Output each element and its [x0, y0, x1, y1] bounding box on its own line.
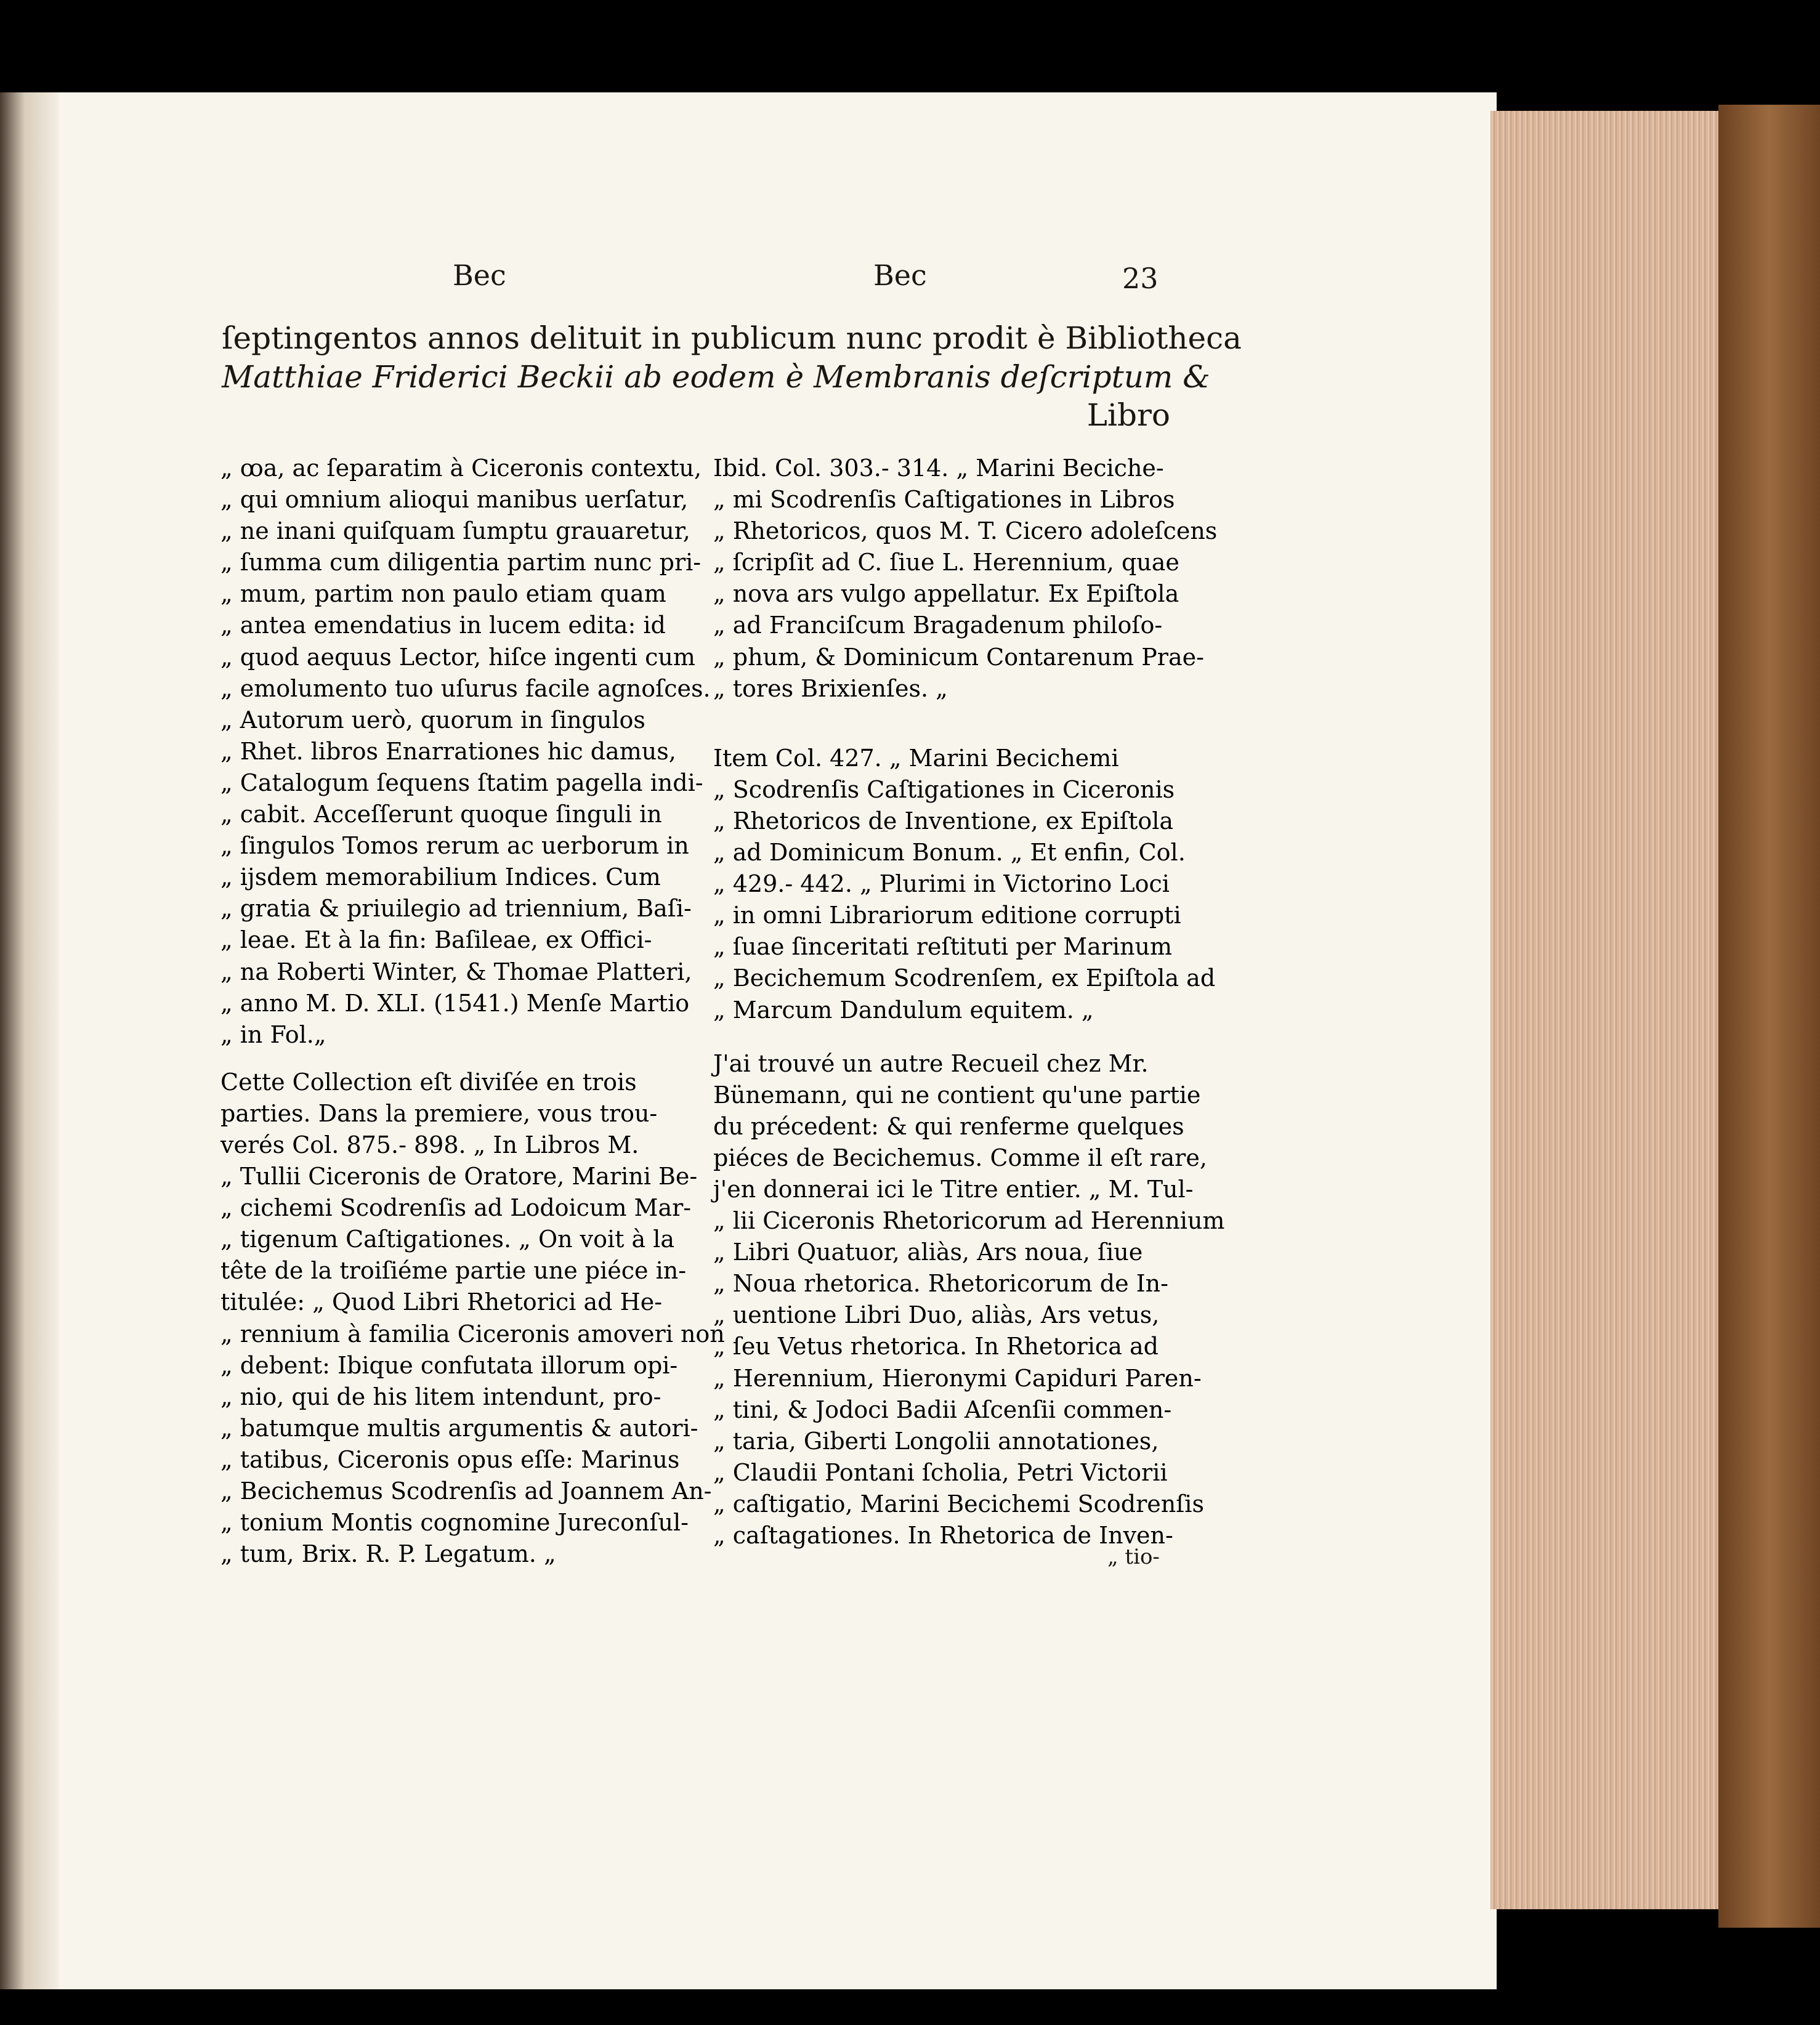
text-line: „ tigenum Caſtigationes. „ On voit à la — [220, 1226, 675, 1253]
text-line: „ Becichemus Scodrenſis ad Joannem An- — [220, 1477, 712, 1505]
text-line: „ nio, qui de his litem intendunt, pro- — [220, 1383, 661, 1410]
text-line: „ ſcripſit ad C. ſiue L. Herennium, quae — [713, 549, 1179, 576]
text-line: J'ai trouvé un autre Recueil chez Mr. — [713, 1049, 1149, 1077]
text-line: „ cabit. Acceſſerunt quoque ſinguli in — [220, 801, 662, 828]
text-line: „ gratia & priuilegio ad triennium, Baſi- — [220, 895, 692, 923]
text-line: piéces de Becichemus. Comme il eſt rare, — [713, 1144, 1207, 1171]
text-line: „ caſtigatio, Marini Becichemi Scodrenſis — [713, 1490, 1204, 1518]
text-line: „ cichemi Scodrenſis ad Lodoicum Mar- — [220, 1194, 692, 1222]
text-line: „ qui omnium alioqui manibus uerſatur, — [220, 486, 689, 514]
running-head-center: Bec — [873, 259, 927, 292]
text-line: du précedent: & qui renferme quelques — [713, 1112, 1184, 1140]
intro-line: Libro — [1086, 397, 1170, 433]
text-line: „ Marcum Dandulum equitem. „ — [713, 996, 1094, 1024]
page-number: 23 — [1122, 262, 1159, 295]
text-line: „ debent: Ibique confutata illorum opi- — [220, 1351, 678, 1379]
text-line: „ Noua rhetorica. Rhetoricorum de In- — [713, 1270, 1168, 1298]
left-column — [220, 453, 725, 1570]
text-line: „ mi Scodrenſis Caſtigationes in Libros — [713, 486, 1175, 514]
text-line: verés Col. 875.- 898. „ In Libros M. — [220, 1131, 639, 1158]
text-line: „ Claudii Pontani ſcholia, Petri Victorii — [713, 1458, 1168, 1486]
text-line: „ in omni Librariorum editione corrupti — [713, 902, 1181, 929]
text-line: „ ad Dominicum Bonum. „ Et enfin, Col. — [713, 839, 1186, 867]
text-line: „ Rhetoricos de Inventione, ex Epiſtola — [713, 807, 1174, 835]
text-line: „ Rhet. libros Enarrationes hic damus, — [220, 737, 676, 765]
text-line: „ ſumma cum diligentia partim nunc pri- — [220, 549, 702, 576]
intro-line: ſeptingentos annos delituit in publicum nunc prodit è Bibliotheca — [222, 320, 1242, 356]
text-line: „ taria, Giberti Longolii annotationes, — [713, 1427, 1159, 1455]
text-line: „ Rhetoricos, quos M. T. Cicero adoleſcens — [713, 517, 1218, 545]
text-line: „ ſuae ſinceritati reſtituti per Marinum — [713, 933, 1173, 961]
text-line: „ batumque multis argumentis & autori- — [220, 1414, 698, 1442]
text-line: „ antea emendatius in lucem edita: id — [220, 612, 666, 639]
text-line: „ caſtagationes. In Rhetorica de Inven- — [713, 1522, 1173, 1549]
text-line: „ anno M. D. XLI. (1541.) Menſe Martio — [220, 989, 690, 1017]
text-line: Item Col. 427. „ Marini Becichemi — [713, 744, 1119, 772]
text-line: „ Becichemum Scodrenſem, ex Epiſtola ad — [713, 964, 1216, 992]
text-line: Cette Collection eſt diviſée en trois — [220, 1068, 637, 1096]
text-line: j'en donnerai ici le Titre entier. „ M. Tul- — [713, 1175, 1194, 1203]
text-line: „ phum, & Dominicum Contarenum Prae- — [713, 643, 1204, 671]
text-line: „ Scodrenſis Caſtigationes in Ciceronis — [713, 775, 1175, 803]
text-line: „ lii Ciceronis Rhetoricorum ad Herennium — [713, 1207, 1225, 1235]
book-cover — [1718, 105, 1820, 1928]
text-line: „ na Roberti Winter, & Thomae Platteri, — [220, 958, 692, 985]
text-line: titulée: „ Quod Libri Rhetorici ad He- — [220, 1288, 663, 1316]
left-page-edge — [0, 92, 62, 1989]
text-line: „ ꝏa, ac ſeparatim à Ciceronis contextu, — [220, 455, 702, 482]
text-line: „ leae. Et à la fin: Baſileae, ex Offici- — [220, 926, 652, 954]
text-line: „ Catalogum ſequens ſtatim pagella indi- — [220, 769, 703, 796]
running-head-left: Bec — [453, 259, 506, 292]
text-line: parties. Dans la premiere, vous trou- — [220, 1099, 658, 1127]
text-line: „ 429.- 442. „ Plurimi in Victorino Loci — [713, 870, 1170, 898]
page-fore-edge — [1490, 111, 1749, 1909]
catchword: „ tio- — [1107, 1545, 1160, 1569]
text-line: „ rennium à familia Ciceronis amoveri non — [220, 1320, 725, 1348]
text-line: „ tores Brixienſes. „ — [713, 674, 948, 702]
text-line: „ emolumento tuo uſurus facile agnoſces. — [220, 674, 711, 702]
text-line: „ Herennium, Hieronymi Capiduri Paren- — [713, 1364, 1202, 1392]
text-line: tête de la troiſiéme partie une piéce in- — [220, 1257, 687, 1285]
text-line: „ Autorum uerò, quorum in ſingulos — [220, 706, 645, 734]
text-line: „ tum, Brix. R. P. Legatum. „ — [220, 1540, 556, 1568]
text-line: „ uentione Libri Duo, aliàs, Ars vetus, — [713, 1301, 1160, 1329]
text-line: Bünemann, qui ne contient qu'une partie — [713, 1081, 1201, 1109]
text-line: „ Tullii Ciceronis de Oratore, Marini Be- — [220, 1163, 698, 1190]
text-line: „ in Fol.„ — [220, 1021, 326, 1048]
text-line: „ Libri Quatuor, aliàs, Ars noua, ſiue — [713, 1239, 1143, 1266]
right-column — [713, 453, 1225, 1551]
text-line: „ tatibus, Ciceronis opus eſſe: Marinus — [220, 1445, 680, 1473]
text-line: „ tonium Montis cognomine Jureconſul- — [220, 1509, 689, 1537]
text-line: „ mum, partim non paulo etiam quam — [220, 580, 666, 608]
text-line: „ ſingulos Tomos rerum ac uerborum in — [220, 832, 689, 860]
intro-line: Matthiae Friderici Beckii ab eodem è Membranis deſcriptum & — [222, 359, 1210, 395]
text-line: „ tini, & Jodoci Badii Aſcenſii commen- — [713, 1396, 1172, 1423]
text-line: „ ijsdem memorabilium Indices. Cum — [220, 863, 661, 891]
text-line: Ibid. Col. 303.- 314. „ Marini Beciche- — [713, 455, 1164, 482]
text-line: „ quod aequus Lector, hiſce ingenti cum — [220, 643, 695, 671]
text-line: „ ne inani quiſquam ſumptu grauaretur, — [220, 517, 690, 545]
text-line: „ ad Franciſcum Bragadenum philoſo- — [713, 612, 1163, 639]
text-line: „ nova ars vulgo appellatur. Ex Epiſtola — [713, 580, 1179, 608]
text-line: „ ſeu Vetus rhetorica. In Rhetorica ad — [713, 1333, 1159, 1360]
